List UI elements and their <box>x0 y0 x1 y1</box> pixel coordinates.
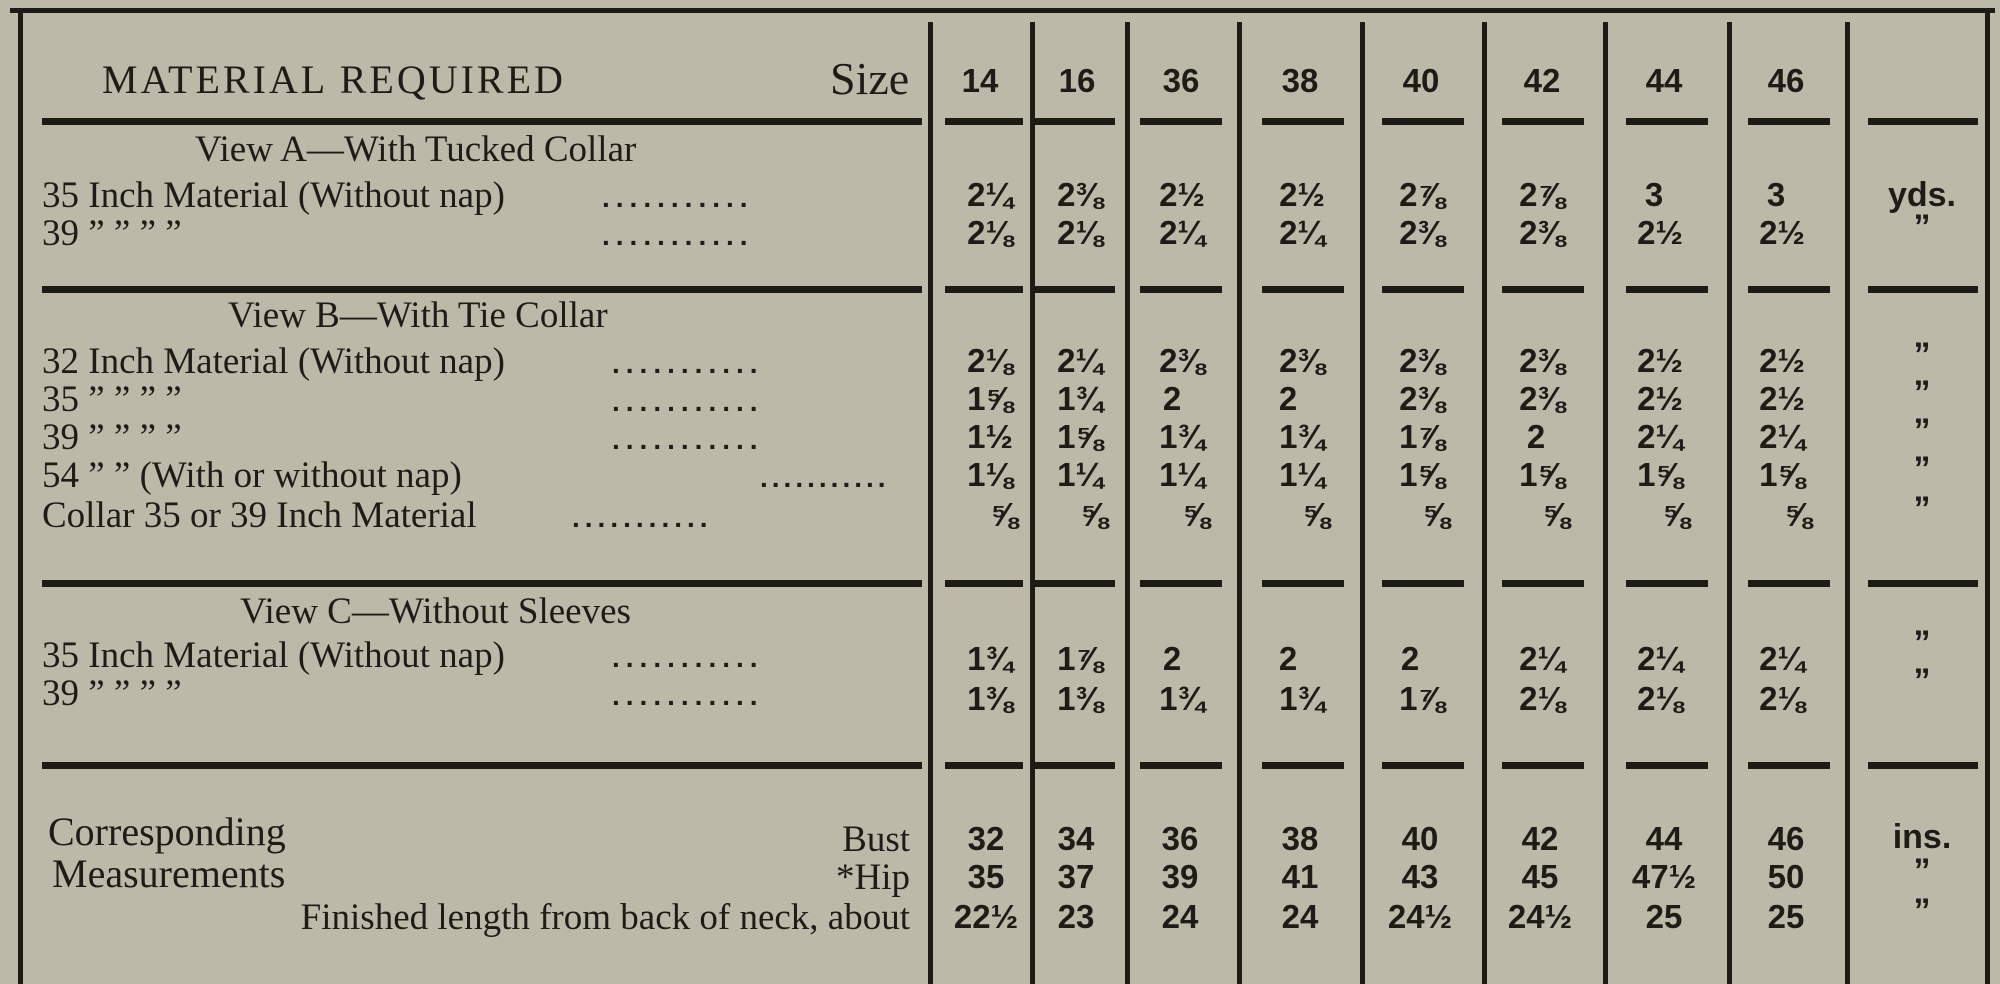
view-a-heading: View A—With Tucked Collar <box>195 129 637 170</box>
cell: 1¼ <box>1057 456 1103 493</box>
cell: 2 <box>1400 640 1420 677</box>
rule <box>1262 118 1344 125</box>
cell: 2 <box>1278 380 1298 417</box>
rule <box>42 580 922 587</box>
unit: ” <box>1913 450 1931 488</box>
rule <box>1626 286 1708 293</box>
rule <box>1262 580 1344 587</box>
cell: ⅝ <box>1182 496 1210 533</box>
leader-dots: ........... <box>612 348 764 379</box>
unit: ” <box>1913 336 1931 374</box>
cell: 2½ <box>1159 176 1205 213</box>
cell: 2⅛ <box>1759 680 1805 717</box>
rule <box>1626 580 1708 587</box>
cell: 24½ <box>1387 898 1453 935</box>
finished-length-label: Finished length from back of neck, about <box>300 897 910 938</box>
view-c-heading: View C—Without Sleeves <box>240 591 631 632</box>
cell: 2⅛ <box>1057 214 1103 251</box>
cell: 1⅝ <box>1399 456 1445 493</box>
cell: 2⅞ <box>1519 176 1565 213</box>
cell: 2⅛ <box>967 342 1013 379</box>
cell: 2⅛ <box>1519 680 1565 717</box>
row-label: 39 ” ” ” ” <box>42 213 182 254</box>
cell: 1⅞ <box>1057 640 1103 677</box>
size-header: 38 <box>1281 62 1319 99</box>
rule <box>1748 762 1830 769</box>
rule <box>945 286 1023 293</box>
left-border <box>18 8 23 984</box>
rule <box>1748 286 1830 293</box>
cell: ⅝ <box>1542 496 1570 533</box>
rule <box>1140 762 1222 769</box>
cell: 2¼ <box>1759 418 1805 455</box>
cell: 39 <box>1161 858 1199 895</box>
right-border <box>1985 8 1990 984</box>
rule <box>1382 580 1464 587</box>
leader-dots: ........... <box>572 502 713 533</box>
cell: 2¼ <box>1759 640 1805 677</box>
cell: 2½ <box>1637 342 1683 379</box>
rule <box>1502 580 1584 587</box>
cell: 1⅝ <box>1637 456 1683 493</box>
unit: ” <box>1913 892 1931 930</box>
cell: 1⅜ <box>1057 680 1103 717</box>
cell: 24 <box>1281 898 1319 935</box>
rule <box>1262 286 1344 293</box>
cell: 1¼ <box>1279 456 1325 493</box>
rule <box>1502 118 1584 125</box>
cell: 2⅜ <box>1399 342 1445 379</box>
cell: 3 <box>1644 176 1664 213</box>
cell: 34 <box>1057 820 1095 857</box>
rule <box>42 286 922 293</box>
cell: 2⅜ <box>1399 214 1445 251</box>
cell: ⅝ <box>1784 496 1812 533</box>
cell: 2½ <box>1759 214 1805 251</box>
cell: 1⅝ <box>1519 456 1565 493</box>
cell: 1⅜ <box>967 680 1013 717</box>
cell: 1⅝ <box>1759 456 1805 493</box>
leader-dots: ........... <box>760 462 890 493</box>
cell: 47½ <box>1631 858 1697 895</box>
unit: ” <box>1913 208 1931 246</box>
rule <box>1035 580 1115 587</box>
cell: 2⅜ <box>1399 380 1445 417</box>
cell: 24 <box>1161 898 1199 935</box>
cell: 3 <box>1766 176 1786 213</box>
row-label: 35 Inch Material (Without nap) <box>42 175 505 216</box>
cell: 2½ <box>1279 176 1325 213</box>
rule <box>1140 580 1222 587</box>
cell: 2½ <box>1759 380 1805 417</box>
cell: 2⅜ <box>1057 176 1103 213</box>
view-b-heading: View B—With Tie Collar <box>228 295 608 336</box>
unit: ” <box>1913 662 1931 700</box>
cell: 2 <box>1162 380 1182 417</box>
cell: 2¼ <box>1159 214 1205 251</box>
cell: 42 <box>1521 820 1559 857</box>
leader-dots: ........... <box>602 220 754 251</box>
cell: 45 <box>1521 858 1559 895</box>
cell: 2 <box>1278 640 1298 677</box>
rule <box>1382 286 1464 293</box>
cell: 1¾ <box>1159 418 1205 455</box>
rule <box>42 118 922 125</box>
cell: ⅝ <box>1662 496 1690 533</box>
unit: ” <box>1913 374 1931 412</box>
rule <box>1035 118 1115 125</box>
rule <box>945 580 1023 587</box>
cell: 1⅛ <box>967 456 1013 493</box>
cell: 36 <box>1161 820 1199 857</box>
cell: 2⅜ <box>1519 380 1565 417</box>
leader-dots: ........... <box>602 182 754 213</box>
rule <box>1382 762 1464 769</box>
cell: 25 <box>1645 898 1683 935</box>
cell: 32 <box>967 820 1005 857</box>
cell: 2⅜ <box>1519 342 1565 379</box>
rule <box>945 762 1023 769</box>
cell: 2¼ <box>1637 418 1683 455</box>
rule <box>1868 286 1978 293</box>
cell: 2⅞ <box>1399 176 1445 213</box>
leader-dots: ........... <box>612 424 764 455</box>
rule <box>1868 580 1978 587</box>
cell: 2⅜ <box>1279 342 1325 379</box>
cell: 50 <box>1767 858 1805 895</box>
cell: 1½ <box>967 418 1013 455</box>
cell: 46 <box>1767 820 1805 857</box>
cell: ⅝ <box>1422 496 1450 533</box>
cell: 1¼ <box>1159 456 1205 493</box>
size-header: 16 <box>1058 62 1096 99</box>
rule <box>1626 118 1708 125</box>
cell: 1¾ <box>1159 680 1205 717</box>
rule <box>1748 580 1830 587</box>
row-label: 39 ” ” ” ” <box>42 417 182 458</box>
size-header: 42 <box>1523 62 1561 99</box>
row-label: 32 Inch Material (Without nap) <box>42 341 505 382</box>
cell: 2½ <box>1637 380 1683 417</box>
cell: 44 <box>1645 820 1683 857</box>
unit: ” <box>1913 852 1931 890</box>
cell: 40 <box>1401 820 1439 857</box>
cell: 2¼ <box>967 176 1013 213</box>
bust-label: Bust <box>842 819 910 860</box>
rule <box>1035 286 1115 293</box>
row-label: 39 ” ” ” ” <box>42 673 182 714</box>
cell: 1⅞ <box>1399 680 1445 717</box>
cell: 41 <box>1281 858 1319 895</box>
cell: 2¼ <box>1519 640 1565 677</box>
size-label: Size <box>830 53 910 104</box>
size-header: 40 <box>1402 62 1440 99</box>
cell: 2¼ <box>1057 342 1103 379</box>
row-label: 35 Inch Material (Without nap) <box>42 635 505 676</box>
measurements-label-2: Measurements <box>52 851 286 896</box>
cell: 23 <box>1057 898 1095 935</box>
size-header: 14 <box>961 62 999 99</box>
rule <box>1748 118 1830 125</box>
leader-dots: ........... <box>612 642 764 673</box>
cell: 2⅜ <box>1519 214 1565 251</box>
rule <box>1868 762 1978 769</box>
cell: ⅝ <box>1080 496 1108 533</box>
row-label: 35 ” ” ” ” <box>42 379 182 420</box>
leader-dots: ........... <box>612 386 764 417</box>
top-border <box>10 8 1995 13</box>
rule <box>1502 762 1584 769</box>
cell: 35 <box>967 858 1005 895</box>
measurements-label-1: Corresponding <box>48 809 286 854</box>
cell: 1⅝ <box>1057 418 1103 455</box>
cell: 24½ <box>1507 898 1573 935</box>
rule <box>1868 118 1978 125</box>
cell: 22½ <box>953 898 1019 935</box>
cell: 1⅝ <box>967 380 1013 417</box>
size-header: 44 <box>1645 62 1683 99</box>
cell: 2⅜ <box>1159 342 1205 379</box>
cell: 25 <box>1767 898 1805 935</box>
cell: 37 <box>1057 858 1095 895</box>
size-header: 46 <box>1767 62 1805 99</box>
cell: 2 <box>1162 640 1182 677</box>
rule <box>1140 286 1222 293</box>
rule <box>945 118 1023 125</box>
cell: ⅝ <box>990 496 1018 533</box>
cell: 1¾ <box>1279 680 1325 717</box>
rule <box>1382 118 1464 125</box>
cell: 1¾ <box>1057 380 1103 417</box>
unit: ” <box>1913 412 1931 450</box>
cell: 2½ <box>1759 342 1805 379</box>
unit: ins. <box>1892 818 1952 856</box>
unit: ” <box>1913 624 1931 662</box>
cell: 2¼ <box>1279 214 1325 251</box>
size-header: 36 <box>1162 62 1200 99</box>
cell: 38 <box>1281 820 1319 857</box>
rule <box>1626 762 1708 769</box>
cell: 2⅛ <box>1637 680 1683 717</box>
row-label: 54 ” ” (With or without nap) <box>42 455 462 496</box>
cell: 43 <box>1401 858 1439 895</box>
cell: 2 <box>1526 418 1546 455</box>
cell: 2½ <box>1637 214 1683 251</box>
unit: yds. <box>1887 176 1957 214</box>
rule <box>42 762 922 769</box>
rule <box>1502 286 1584 293</box>
unit: ” <box>1913 490 1931 528</box>
rule <box>1035 762 1115 769</box>
cell: 1¾ <box>1279 418 1325 455</box>
cell: ⅝ <box>1302 496 1330 533</box>
leader-dots: ........... <box>612 680 764 711</box>
rule <box>1262 762 1344 769</box>
cell: 2⅛ <box>967 214 1013 251</box>
row-label: Collar 35 or 39 Inch Material <box>42 495 477 536</box>
hip-label: *Hip <box>836 857 910 898</box>
cell: 2¼ <box>1637 640 1683 677</box>
rule <box>1140 118 1222 125</box>
cell: 1⅞ <box>1399 418 1445 455</box>
table-title: MATERIAL REQUIRED <box>102 57 566 102</box>
cell: 1¾ <box>967 640 1013 677</box>
